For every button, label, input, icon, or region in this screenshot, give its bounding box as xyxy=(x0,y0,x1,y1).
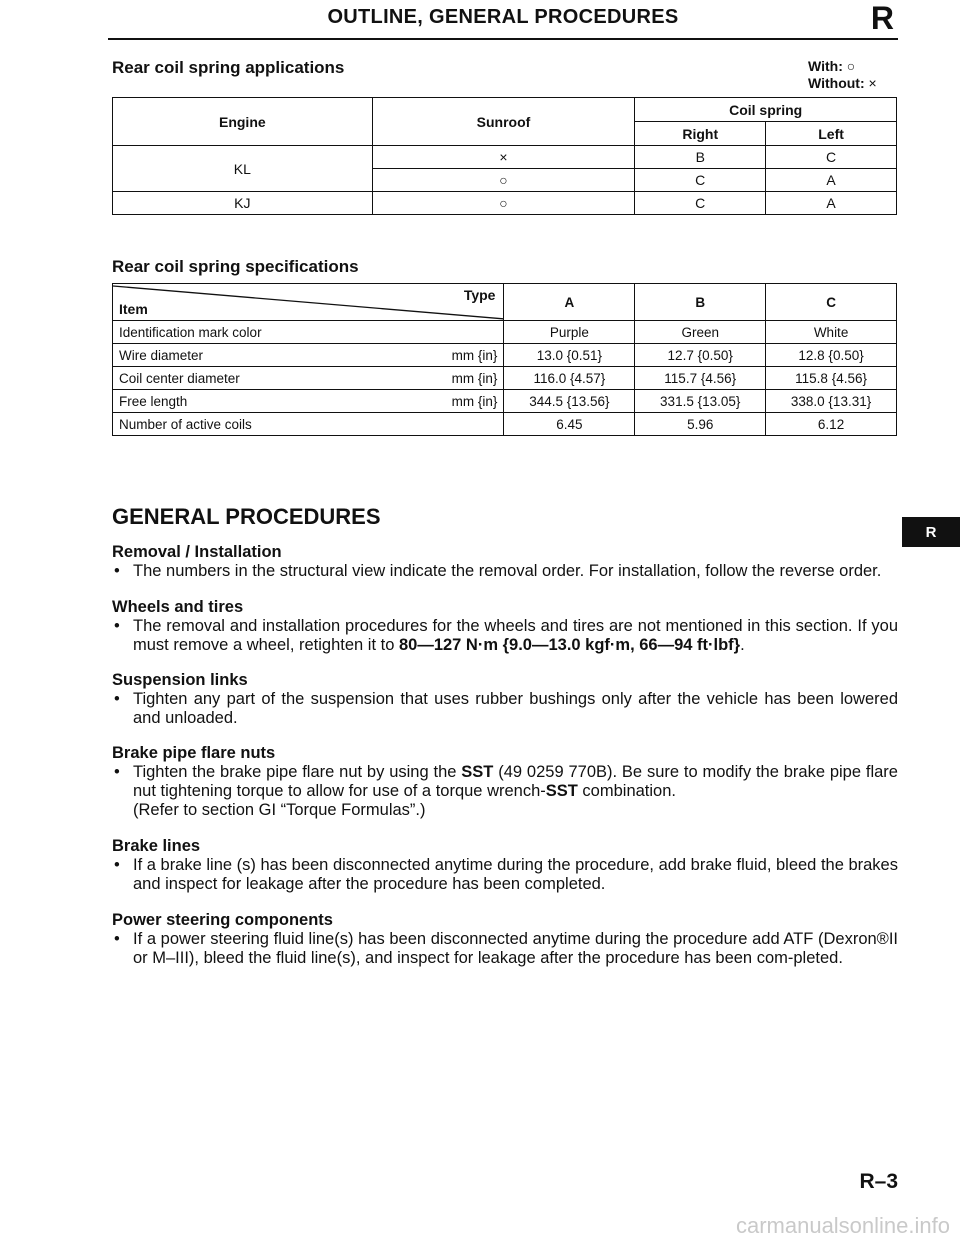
without-symbol: × xyxy=(868,75,877,91)
brake-lines-section xyxy=(112,837,898,894)
legend-without xyxy=(808,75,877,92)
value-cell: 13.0 {0.51} xyxy=(504,344,635,367)
power-steering-heading: Power steering components xyxy=(112,911,333,929)
sst-label: SST xyxy=(461,763,494,781)
value-cell: White xyxy=(766,321,897,344)
corner-type-label: Type xyxy=(463,287,496,303)
table-row xyxy=(113,321,897,344)
value-cell: 115.8 {4.56} xyxy=(766,367,897,390)
table-row xyxy=(113,146,897,169)
with-symbol: ○ xyxy=(846,58,856,74)
removal-bullet: • The numbers in the structural view indicate the removal order. For installation, follow the reverse order. xyxy=(112,562,898,581)
suspension-heading: Suspension links xyxy=(112,671,248,689)
watermark: carmanualsonline.info xyxy=(735,1213,950,1238)
item-cell xyxy=(113,413,504,436)
suspension-links-section xyxy=(112,671,898,728)
unit-label: mm {in} xyxy=(451,393,498,409)
item-name: Identification mark color xyxy=(119,324,262,340)
value-cell: Green xyxy=(635,321,766,344)
col-header-b: B xyxy=(635,284,766,321)
brake-pipe-text-3: combination. xyxy=(577,782,676,800)
col-header-coil-spring: Coil spring xyxy=(635,98,897,122)
diagonal-divider xyxy=(113,284,504,321)
legend-with xyxy=(808,58,877,75)
value-cell: 331.5 {13.05} xyxy=(635,390,766,413)
brake-pipe-bullet xyxy=(112,763,898,820)
item-cell xyxy=(113,390,504,413)
general-procedures-title: GENERAL PROCEDURES xyxy=(112,504,381,529)
sunroof-cell: × xyxy=(372,146,635,169)
brake-lines-heading: Brake lines xyxy=(112,837,201,855)
col-header-a: A xyxy=(504,284,635,321)
brake-pipe-text-2: (49 0259 770B). Be sure to modify the brake pipe flare nut tightening torque to allow for use of a torque wrench- xyxy=(133,763,898,800)
right-cell: C xyxy=(635,192,766,215)
symbol-legend xyxy=(808,58,877,92)
page-header xyxy=(108,0,898,40)
sunroof-cell: ○ xyxy=(372,169,635,192)
brake-pipe-refer-note: (Refer to section GI “Torque Formulas”.) xyxy=(133,801,426,819)
wheels-text-end: . xyxy=(740,636,745,654)
value-cell: Purple xyxy=(504,321,635,344)
corner-item-label: Item xyxy=(119,301,148,317)
table-row xyxy=(113,390,897,413)
engine-cell: KJ xyxy=(113,192,373,215)
col-header-sunroof: Sunroof xyxy=(372,98,635,146)
power-steering-section xyxy=(112,911,898,968)
specifications-title: Rear coil spring specifications xyxy=(112,257,359,276)
table-row xyxy=(113,344,897,367)
value-cell: 12.7 {0.50} xyxy=(635,344,766,367)
wheels-heading: Wheels and tires xyxy=(112,598,244,616)
wheels-bullet xyxy=(112,617,898,655)
item-cell xyxy=(113,321,504,344)
type-item-corner-cell xyxy=(113,284,504,321)
item-name: Wire diameter xyxy=(119,347,204,363)
left-cell: A xyxy=(766,169,897,192)
right-cell: C xyxy=(635,169,766,192)
item-name: Coil center diameter xyxy=(119,370,240,386)
applications-table xyxy=(112,97,897,215)
value-cell: 116.0 {4.57} xyxy=(504,367,635,390)
header-title: OUTLINE, GENERAL PROCEDURES xyxy=(327,6,679,28)
brake-pipe-heading: Brake pipe flare nuts xyxy=(112,744,276,762)
value-cell: 115.7 {4.56} xyxy=(635,367,766,390)
col-header-right: Right xyxy=(635,122,766,146)
section-side-tab: R xyxy=(902,517,960,547)
left-cell: C xyxy=(766,146,897,169)
removal-heading: Removal / Installation xyxy=(112,543,282,561)
page-number: R–3 xyxy=(859,1170,898,1193)
header-section-letter: R xyxy=(870,0,894,36)
wheel-torque-value: 80—127 N·m {9.0—13.0 kgf·m, 66—94 ft·lbf} xyxy=(398,636,741,654)
value-cell: 12.8 {0.50} xyxy=(766,344,897,367)
item-name: Number of active coils xyxy=(119,416,252,432)
unit-label: mm {in} xyxy=(451,347,498,363)
brake-pipe-section xyxy=(112,744,898,820)
value-cell: 5.96 xyxy=(635,413,766,436)
wheels-text: The removal and installation procedures for the wheels and tires are not mentioned in this section. If you must remove a wheel, retighten it to xyxy=(133,617,898,654)
suspension-bullet: • Tighten any part of the suspension that uses rubber bushings only after the vehicle has been lowered and unloaded. xyxy=(112,690,898,728)
col-header-engine: Engine xyxy=(113,98,373,146)
specifications-table xyxy=(112,283,897,436)
item-name: Free length xyxy=(119,393,188,409)
sst-label: SST xyxy=(545,782,578,800)
col-header-left: Left xyxy=(766,122,897,146)
right-cell: B xyxy=(635,146,766,169)
value-cell: 6.12 xyxy=(766,413,897,436)
sunroof-cell: ○ xyxy=(372,192,635,215)
removal-installation-section xyxy=(112,543,898,581)
power-steering-bullet: • If a power steering fluid line(s) has been disconnected anytime during the procedure add ATF (Dexron®II or M–III), bleed the fluid line(s), and inspect for leakage after the procedure has been com-pleted. xyxy=(112,930,898,968)
item-cell xyxy=(113,344,504,367)
brake-lines-bullet: • If a brake line (s) has been disconnected anytime during the procedure, add brake fluid, bleed the brakes and inspect for leakage after the procedure has been completed. xyxy=(112,856,898,894)
legend-without-label: Without: xyxy=(808,75,865,91)
left-cell: A xyxy=(766,192,897,215)
item-cell xyxy=(113,367,504,390)
col-header-c: C xyxy=(766,284,897,321)
table-row xyxy=(113,413,897,436)
table-row xyxy=(113,192,897,215)
unit-label: mm {in} xyxy=(451,370,498,386)
value-cell: 6.45 xyxy=(504,413,635,436)
legend-with-label: With: xyxy=(808,58,843,74)
value-cell: 344.5 {13.56} xyxy=(504,390,635,413)
applications-title: Rear coil spring applications xyxy=(112,58,345,77)
value-cell: 338.0 {13.31} xyxy=(766,390,897,413)
engine-cell: KL xyxy=(113,146,373,192)
table-row xyxy=(113,367,897,390)
wheels-tires-section xyxy=(112,598,898,655)
brake-pipe-text-1: Tighten the brake pipe flare nut by using the xyxy=(133,763,462,781)
